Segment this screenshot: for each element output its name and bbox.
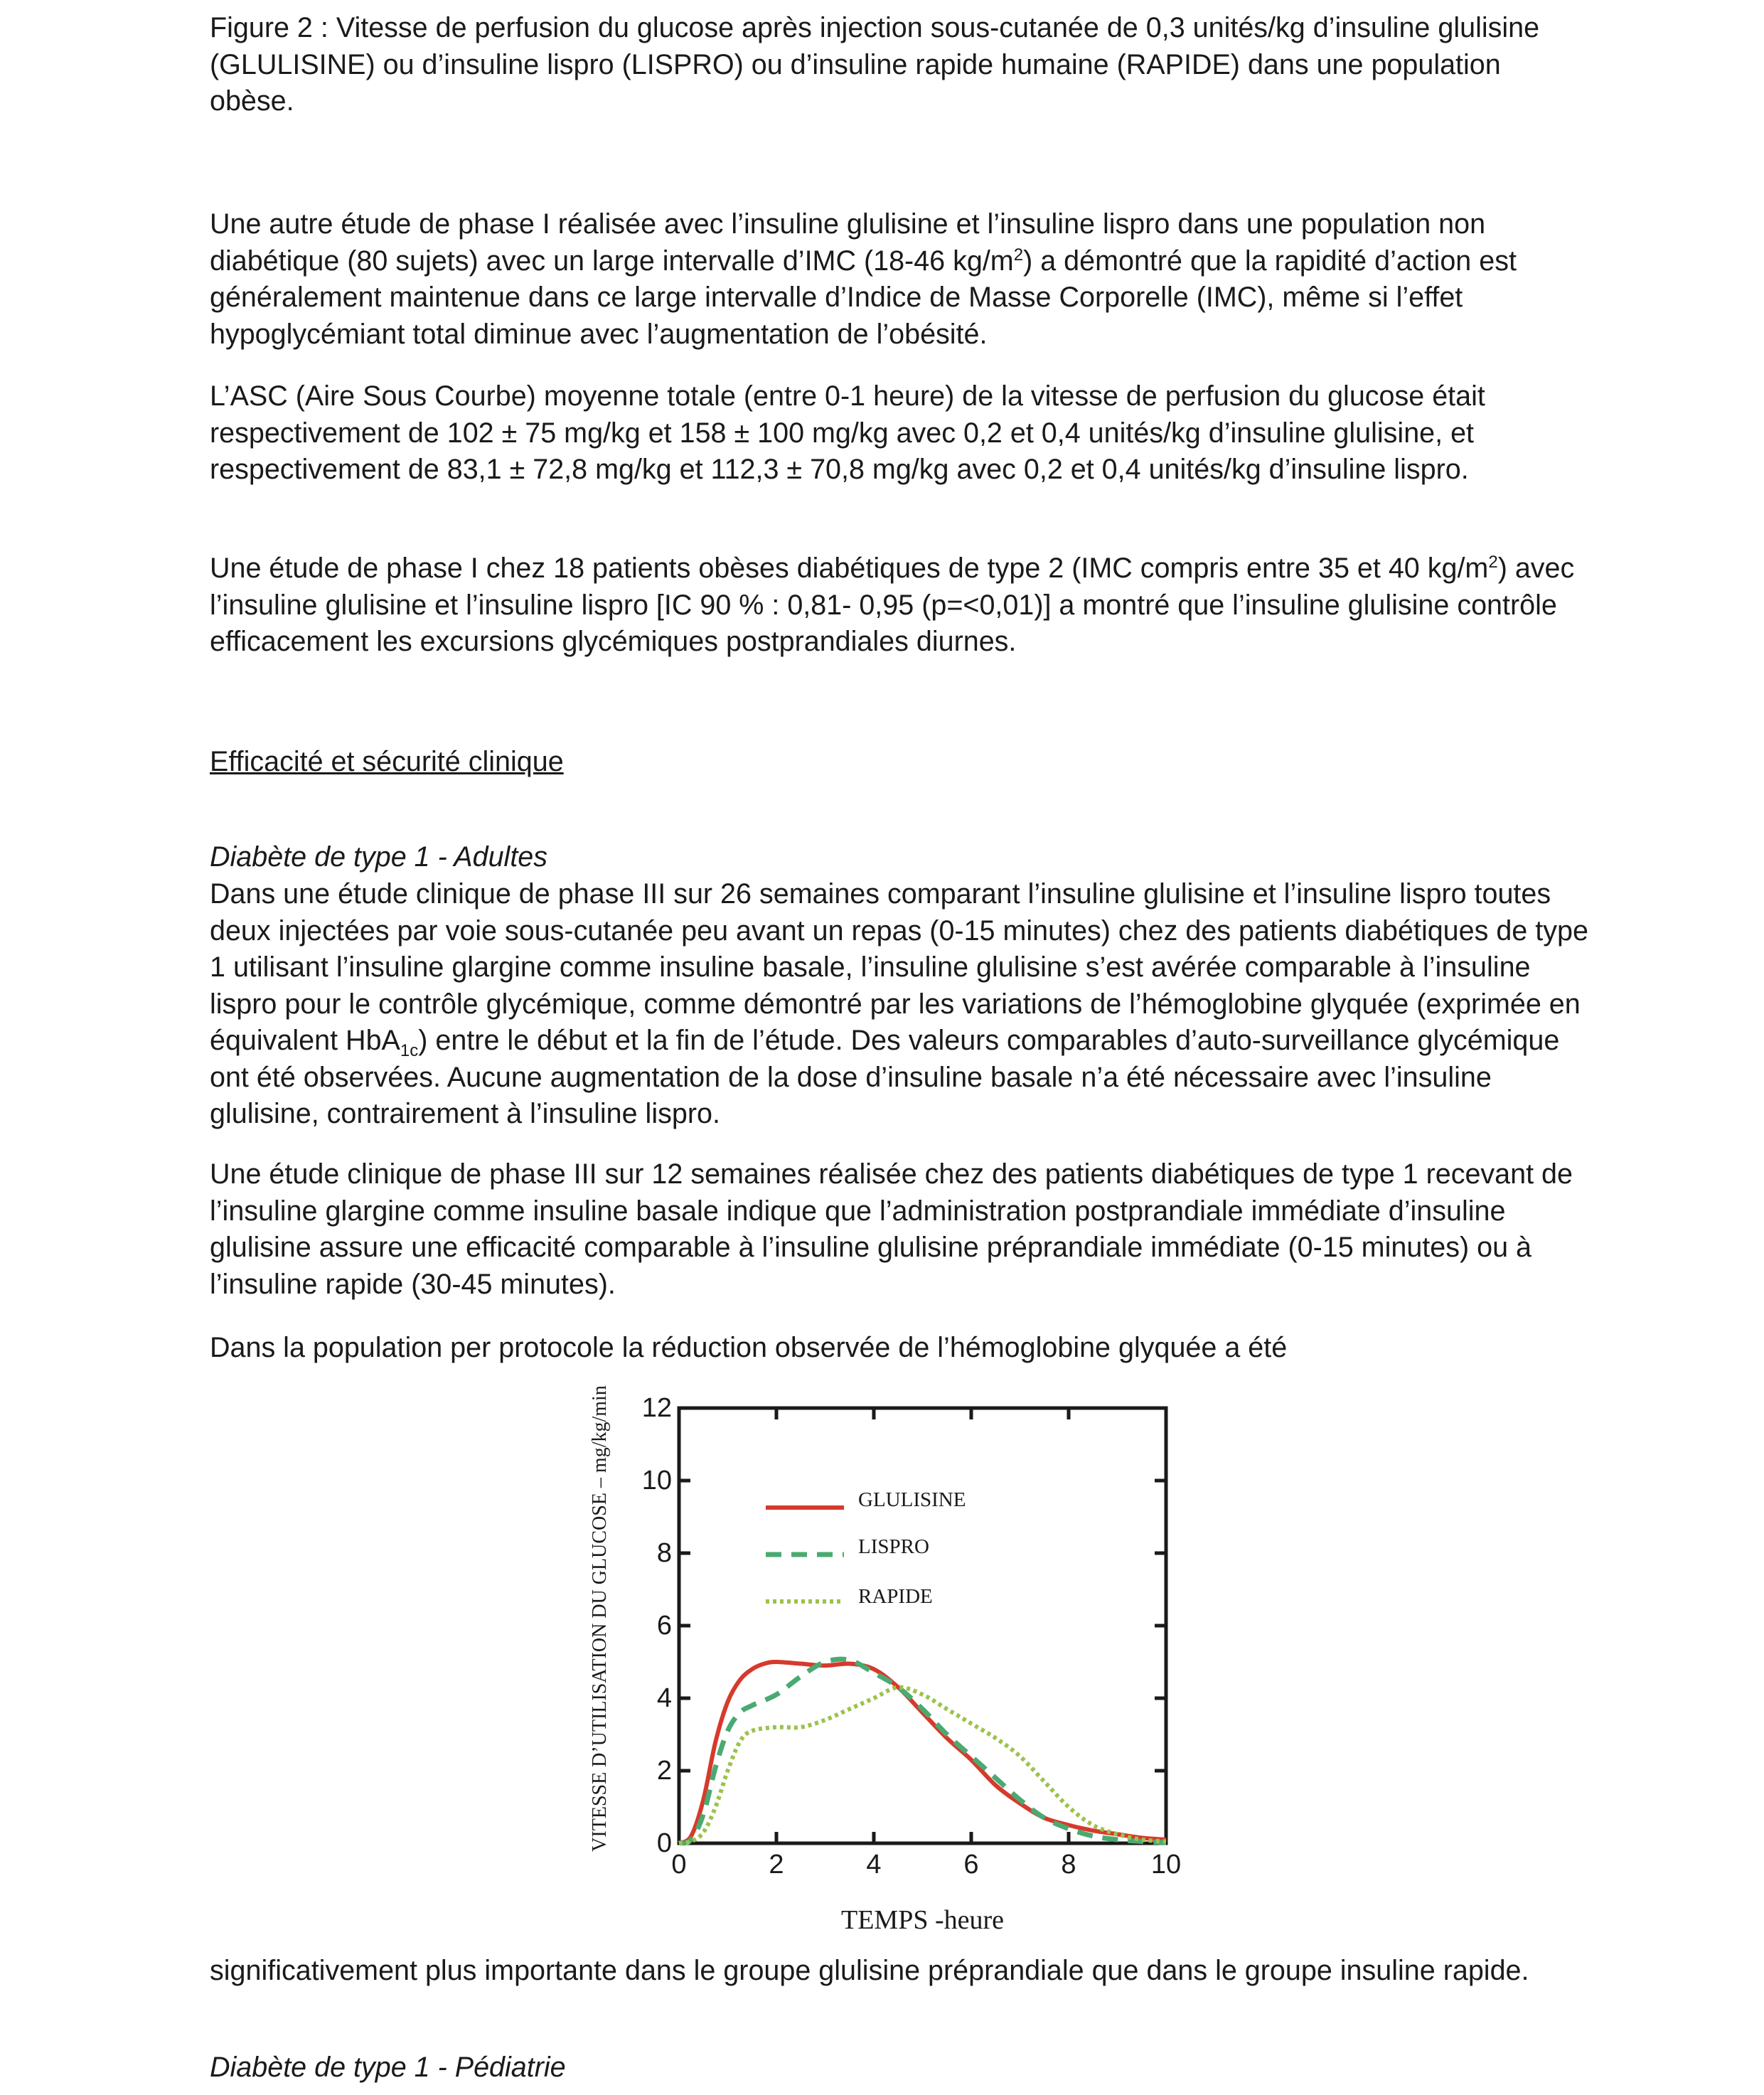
- plot-frame: [679, 1408, 1166, 1843]
- figure-caption: Figure 2 : Vitesse de perfusion du glucose après injection sous-cutanée de 0,3 unités/kg d’insuline glulisine (GLULISINE) ou d’insuline lispro (LISPRO) ou d’insuline rapide humaine (RAPIDE) dans une population obèse.: [210, 12, 1540, 117]
- y-axis-label: VITESSE D’UTILISATION DU GLUCOSE – mg/kg/min: [589, 1385, 611, 1852]
- legend-label-rapide: RAPIDE: [858, 1585, 933, 1608]
- paragraph-asc: L’ASC (Aire Sous Courbe) moyenne totale (entre 0-1 heure) de la vitesse de perfusion du glucose était respectivement de 102 ± 75 mg/kg et 158 ± 100 mg/kg avec 0,2 et 0,4 unités/kg d’insuline glulisine, et respectivement de 83,1 ± 72,8 mg/kg et 112,3 ± 70,8 mg/kg avec 0,2 et 0,4 unités/kg d’insuline lispro.: [210, 380, 1485, 485]
- paragraph-imc-study-part-2: ) a démontré que la rapidité d’action est généralement maintenue dans ce large intervalle d’Indice de Masse Corporelle (IMC), même si l’effet hypoglycémiant total diminue avec l’augmentation de l’obésité.: [210, 245, 1517, 350]
- subheading-adults: Diabète de type 1 - Adultes: [210, 841, 548, 873]
- y-tick-label: 8: [656, 1538, 672, 1568]
- paragraph-phase3-part-1: Dans une étude clinique de phase III sur 26 semaines comparant l’insuline glulisine et l’insuline lispro toutes deux injectées par voie sous-cutanée peu avant un repas (0-15 minutes) chez des patients diabétiques de type 1 utilisant l’insuline glargine comme insuline basale, l’insuline glulisine s’est avérée comparable à l’insuline lispro pour le contrôle glycémique, comme démontré par les variations de l’hémoglobine glyquée (exprimée en équivalent HbA: [210, 878, 1588, 1056]
- superscript: 2: [1488, 552, 1498, 572]
- x-tick-label: 4: [866, 1850, 882, 1880]
- paragraph-protocol-end: significativement plus importante dans le groupe glulisine préprandiale que dans le groupe insuline rapide.: [210, 1955, 1529, 1986]
- paragraph-obese-patients-part-2: ) avec l’insuline glulisine et l’insuline lispro [IC 90 % : 0,81- 0,95 (p=<0,01)] a montré que l’insuline glulisine contrôle efficacement les excursions glycémiques postprandiales diurnes.: [210, 553, 1575, 657]
- chart-svg: [576, 1369, 1202, 1938]
- paragraph-phase3-part-2: ) entre le début et la fin de l’étude. Des valeurs comparables d’auto-surveillance glycémique ont été observées. Aucune augmentation de la dose d’insuline basale n’a été nécessaire avec l’insuline glulisine, contrairement à l’insuline lispro.: [210, 1025, 1560, 1129]
- paragraph-obese-patients: [210, 550, 1589, 661]
- glucose-infusion-chart: [576, 1369, 1202, 1938]
- paragraph-protocol-start: Dans la population per protocole la réduction observée de l’hémoglobine glyquée a été: [210, 1332, 1288, 1363]
- paragraph-phase3-26-weeks: [210, 876, 1589, 1133]
- subheading-pediatrics: Diabète de type 1 - Pédiatrie: [210, 2052, 566, 2083]
- x-tick-label: 10: [1150, 1850, 1182, 1880]
- series-line-lispro: [679, 1659, 1166, 1843]
- subscript: 1c: [400, 1040, 419, 1060]
- y-tick-label: 10: [641, 1466, 672, 1496]
- x-tick-label: 8: [1061, 1850, 1076, 1880]
- legend-label-glulisine: GLULISINE: [858, 1488, 966, 1511]
- y-tick-label: 4: [656, 1683, 672, 1713]
- x-axis-label: TEMPS -heure: [840, 1905, 1005, 1935]
- legend-label-lispro: LISPRO: [858, 1535, 929, 1558]
- paragraph-imc-study: [210, 206, 1589, 353]
- y-tick-label: 6: [656, 1611, 672, 1641]
- superscript: 2: [1013, 245, 1024, 265]
- section-heading: Efficacité et sécurité clinique: [210, 746, 564, 777]
- y-tick-label: 12: [641, 1393, 672, 1423]
- paragraph-phase3-12-weeks: Une étude clinique de phase III sur 12 semaines réalisée chez des patients diabétiques de type 1 recevant de l’insuline glargine comme insuline basale indique que l’administration postprandiale immédiate d’insuline glulisine assure une efficacité comparable à l’insuline glulisine préprandiale immédiate (0-15 minutes) ou à l’insuline rapide (30-45 minutes).: [210, 1158, 1573, 1300]
- y-tick-label: 2: [656, 1756, 672, 1786]
- x-tick-label: 6: [963, 1850, 979, 1880]
- y-tick-label: 0: [656, 1828, 672, 1858]
- paragraph-imc-study-part-1: Une autre étude de phase I réalisée avec l’insuline glulisine et l’insuline lispro dans une population non diabétique (80 sujets) avec un large intervalle d’IMC (18-46 kg/m: [210, 208, 1486, 277]
- x-tick-label: 0: [671, 1850, 687, 1880]
- series-line-glulisine: [679, 1662, 1166, 1843]
- x-tick-label: 2: [769, 1850, 784, 1880]
- paragraph-obese-patients-part-1: Une étude de phase I chez 18 patients obèses diabétiques de type 2 (IMC compris entre 35 et 40 kg/m: [210, 553, 1489, 584]
